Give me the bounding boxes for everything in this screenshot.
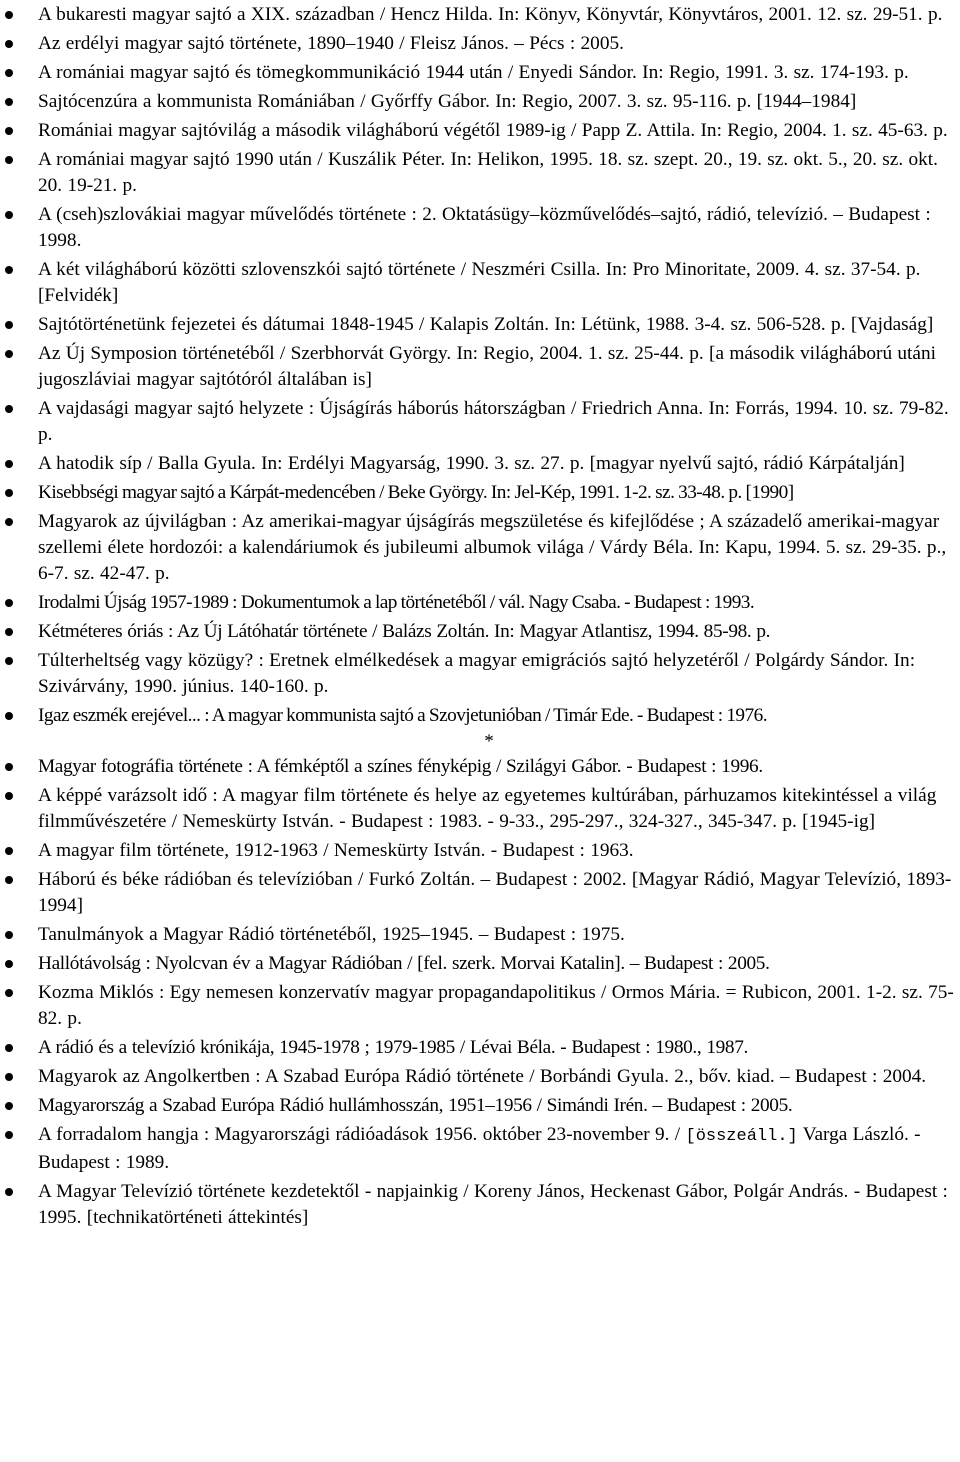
bullet-icon bbox=[5, 69, 13, 77]
bullet-icon bbox=[5, 657, 13, 665]
bullet-icon bbox=[5, 989, 13, 997]
bullet-icon bbox=[5, 518, 13, 526]
bibliography-entry bbox=[0, 2, 960, 28]
bullet-icon bbox=[5, 489, 13, 497]
bibliography-entry bbox=[0, 1093, 960, 1119]
bibliography-entry bbox=[0, 509, 960, 587]
bullet-icon bbox=[5, 792, 13, 800]
bibliography-entry bbox=[0, 147, 960, 199]
bullet-icon bbox=[5, 1073, 13, 1081]
bullet-icon bbox=[5, 876, 13, 884]
bullet-icon bbox=[5, 405, 13, 413]
bullet-icon bbox=[5, 847, 13, 855]
entry-text: Az erdélyi magyar sajtó története, 1890–1940 / Fleisz János. – Pécs : 2005. bbox=[38, 33, 624, 54]
bibliography-entry bbox=[0, 118, 960, 144]
entry-text: Tanulmányok a Magyar Rádió történetéből, 1925–1945. – Budapest : 1975. bbox=[38, 924, 625, 945]
bibliography-entry bbox=[0, 396, 960, 448]
bullet-icon bbox=[5, 1131, 13, 1139]
entry-text: Kétméteres óriás : Az Új Látóhatár története / Balázs Zoltán. In: Magyar Atlantisz, 1994. 85-98. p. bbox=[38, 621, 771, 642]
entry-text: Magyarok az Angolkertben : A Szabad Európa Rádió története / Borbándi Gyula. 2., bőv. kiad. – Budapest : 2004. bbox=[38, 1066, 927, 1087]
bibliography-entry bbox=[0, 1064, 960, 1090]
entry-text: A hatodik síp / Balla Gyula. In: Erdélyi Magyarság, 1990. 3. sz. 27. p. [magyar nyelvű sajtó, rádió Kárpátalján] bbox=[38, 453, 905, 474]
bullet-icon bbox=[5, 599, 13, 607]
entry-text: A képpé varázsolt idő : A magyar film története és helye az egyetemes kultúrában, párhuzamos kitekintéssel a világ filmművészetére / Nemeskürty István. - Budapest : 1983. - 9-33., 295-297., 324-327., 345-347. p. [1945-ig] bbox=[38, 785, 937, 832]
bibliography-entry bbox=[0, 480, 960, 506]
bibliography-entry bbox=[0, 754, 960, 780]
bibliography-entry bbox=[0, 703, 960, 729]
bibliography-entry bbox=[0, 783, 960, 835]
entry-text: Hallótávolság : Nyolcvan év a Magyar Rádióban / [fel. szerk. Morvai Katalin]. – Budapest : 2005. bbox=[38, 953, 770, 974]
bibliography-entry bbox=[0, 202, 960, 254]
bullet-icon bbox=[5, 460, 13, 468]
entry-text: Magyarok az újvilágban : Az amerikai-magyar újságírás megszületése és kifejlődése ; A századelő amerikai-magyar szellemi élete hordozói: a kalendáriumok és jubileumi albumok világa / Várdy Béla. In: Kapu, 1994. 5. sz. 29-35. p., 6-7. sz. 42-47. p. bbox=[38, 511, 947, 584]
bullet-icon bbox=[5, 960, 13, 968]
entry-text: Magyarország a Szabad Európa Rádió hullámhosszán, 1951–1956 / Simándi Irén. – Budapest : 2005. bbox=[38, 1095, 793, 1116]
entry-text: Az Új Symposion történetéből / Szerbhorvát György. In: Regio, 2004. 1. sz. 25-44. p. [a második világháború utáni jugoszláviai magyar sajtótóról általában is] bbox=[38, 343, 936, 390]
bibliography-entry bbox=[0, 312, 960, 338]
bibliography-entry bbox=[0, 60, 960, 86]
entry-text: Sajtócenzúra a kommunista Romániában / Győrffy Gábor. In: Regio, 2007. 3. sz. 95-116. p. [1944–1984] bbox=[38, 91, 857, 112]
bibliography-entry bbox=[0, 648, 960, 700]
bibliography-entry bbox=[0, 1179, 960, 1231]
entry-text: A vajdasági magyar sajtó helyzete : Újságírás háborús hátországban / Friedrich Anna. In: Forrás, 1994. 10. sz. 79-82. p. bbox=[38, 398, 949, 445]
entry-text: Magyar fotográfia története : A fémképtől a színes fényképig / Szilágyi Gábor. - Budapest : 1996. bbox=[38, 756, 763, 777]
bibliography-entry bbox=[0, 980, 960, 1032]
entry-text: Túlterheltség vagy közügy? : Eretnek elmélkedések a magyar emigrációs sajtó helyzetéről / Polgárdy Sándor. In: Szivárvány, 1990. június. 140-160. p. bbox=[38, 650, 916, 697]
entry-text: A romániai magyar sajtó 1990 után / Kuszálik Péter. In: Helikon, 1995. 18. sz. szept. 20., 19. sz. okt. 5., 20. sz. okt. 20. 19-21. p. bbox=[38, 149, 938, 196]
bibliography-entry bbox=[0, 867, 960, 919]
bibliography-document bbox=[0, 2, 960, 1234]
entry-text: Igaz eszmék erejével... : A magyar kommunista sajtó a Szovjetunióban / Timár Ede. - Budapest : 1976. bbox=[38, 705, 767, 726]
entry-text: A Magyar Televízió története kezdetektől - napjainkig / Koreny János, Heckenast Gábor, Polgár András. - Budapest : 1995. [technikatörténeti áttekintés] bbox=[38, 1181, 948, 1228]
bibliography-entry bbox=[0, 341, 960, 393]
bibliography-entry bbox=[0, 1122, 960, 1176]
bibliography-entry bbox=[0, 89, 960, 115]
entry-text-after: Varga László. - Budapest : 1989. bbox=[38, 1124, 921, 1173]
bullet-icon bbox=[5, 1102, 13, 1110]
bibliography-entry bbox=[0, 951, 960, 977]
bullet-icon bbox=[5, 40, 13, 48]
entry-text: Irodalmi Újság 1957-1989 : Dokumentumok a lap történetéből / vál. Nagy Csaba. - Budapest : 1993. bbox=[38, 592, 755, 613]
bibliography-entry bbox=[0, 451, 960, 477]
bibliography-entry bbox=[0, 922, 960, 948]
entry-text: A (cseh)szlovákiai magyar művelődés története : 2. Oktatásügy–közművelődés–sajtó, rádió, televízió. – Budapest : 1998. bbox=[38, 204, 931, 251]
entry-text-before: A forradalom hangja : Magyarországi rádióadások 1956. október 23-november 9. / bbox=[38, 1124, 686, 1145]
bullet-icon bbox=[5, 156, 13, 164]
entry-text: A romániai magyar sajtó és tömegkommunikáció 1944 után / Enyedi Sándor. In: Regio, 1991. 3. sz. 174-193. p. bbox=[38, 62, 909, 83]
bibliography-entry bbox=[0, 257, 960, 309]
bullet-icon bbox=[5, 763, 13, 771]
bullet-icon bbox=[5, 11, 13, 19]
bullet-icon bbox=[5, 628, 13, 636]
bullet-icon bbox=[5, 1188, 13, 1196]
bullet-icon bbox=[5, 350, 13, 358]
entry-text: A két világháború közötti szlovenszkói sajtó története / Neszméri Csilla. In: Pro Minoritate, 2009. 4. sz. 37-54. p. [Felvidék] bbox=[38, 259, 921, 306]
bullet-icon bbox=[5, 211, 13, 219]
bibliography-entry bbox=[0, 838, 960, 864]
bullet-icon bbox=[5, 127, 13, 135]
bullet-icon bbox=[5, 98, 13, 106]
entry-text: Kisebbségi magyar sajtó a Kárpát-medencében / Beke György. In: Jel-Kép, 1991. 1-2. sz. 33-48. p. [1990] bbox=[38, 482, 794, 503]
bibliography-entry bbox=[0, 590, 960, 616]
entry-text: Sajtótörténetünk fejezetei és dátumai 1848-1945 / Kalapis Zoltán. In: Létünk, 1988. 3-4. sz. 506-528. p. [Vajdaság] bbox=[38, 314, 934, 335]
bibliography-entry bbox=[0, 1035, 960, 1061]
bullet-icon bbox=[5, 1044, 13, 1052]
bullet-icon bbox=[5, 712, 13, 720]
bibliography-entry bbox=[0, 31, 960, 57]
bibliography-entry bbox=[0, 619, 960, 645]
entry-text: A rádió és a televízió krónikája, 1945-1978 ; 1979-1985 / Lévai Béla. - Budapest : 1980., 1987. bbox=[38, 1037, 748, 1058]
entry-text: A magyar film története, 1912-1963 / Nemeskürty István. - Budapest : 1963. bbox=[38, 840, 634, 861]
bullet-icon bbox=[5, 266, 13, 274]
entry-text-mono: [összeáll.] bbox=[685, 1127, 798, 1146]
bullet-icon bbox=[5, 931, 13, 939]
section-separator: * bbox=[484, 731, 494, 752]
entry-text: Háború és béke rádióban és televízióban / Furkó Zoltán. – Budapest : 2002. [Magyar Rádió, Magyar Televízió, 1893-1994] bbox=[38, 869, 952, 916]
entry-text: Romániai magyar sajtóvilág a második világháború végétől 1989-ig / Papp Z. Attila. In: Regio, 2004. 1. sz. 45-63. p. bbox=[38, 120, 948, 141]
bullet-icon bbox=[5, 321, 13, 329]
entry-text: Kozma Miklós : Egy nemesen konzervatív magyar propagandapolitikus / Ormos Mária. = Rubicon, 2001. 1-2. sz. 75-82. p. bbox=[38, 982, 954, 1029]
entry-text: A bukaresti magyar sajtó a XIX. században / Hencz Hilda. In: Könyv, Könyvtár, Könyvtáros, 2001. 12. sz. 29-51. p. bbox=[38, 4, 943, 25]
